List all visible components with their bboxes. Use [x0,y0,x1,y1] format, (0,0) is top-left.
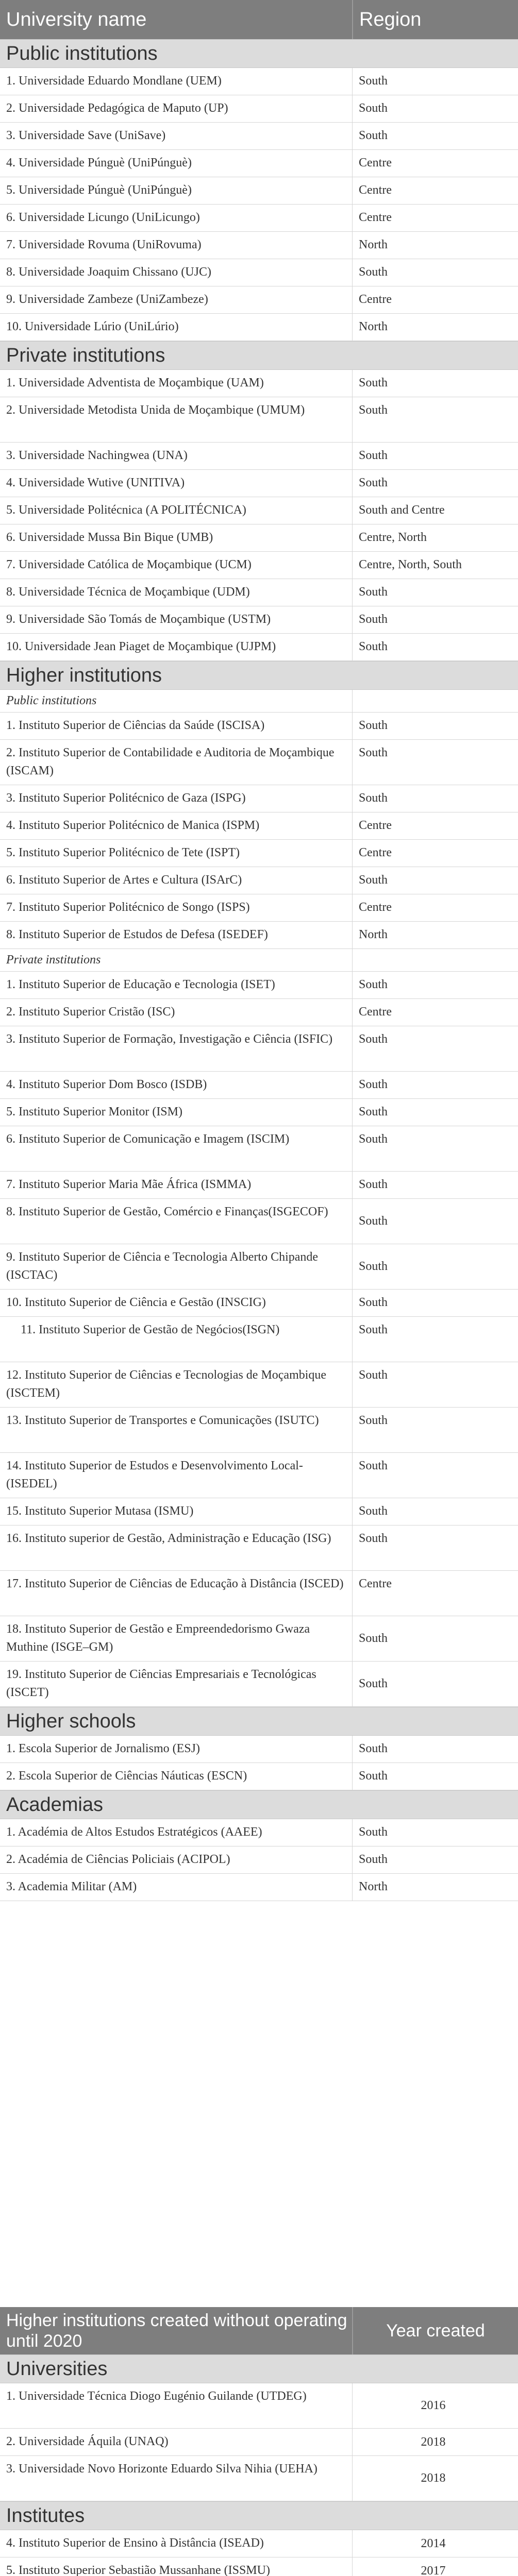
table-row: 2. Escola Superior de Ciências Náuticas (ESCN) South [0,1763,518,1790]
table-row: 5. Universidade Púnguè (UniPúnguè) Centre [0,177,518,205]
section-universities: Universities [0,2354,518,2383]
table-row: 6. Instituto Superior de Artes e Cultura (ISArC) South [0,867,518,894]
table-row: 6. Instituto Superior de Comunicação e Imagem (ISCIM) South [0,1126,518,1172]
table-row: 3. Instituto Superior Politécnico de Gaza (ISPG) South [0,785,518,812]
table-row: 3. Academia Militar (AM) North [0,1874,518,1901]
academias-list [0,1819,518,1901]
table-row: 1. Universidade Adventista de Moçambique (UAM) South [0,370,518,397]
table-row: 7. Universidade Católica de Moçambique (UCM) Centre, North, South [0,552,518,579]
table-row: 8. Instituto Superior de Estudos de Defesa (ISEDEF) North [0,922,518,949]
subsection-private-institutions: Private institutions [0,949,518,972]
table-row: 1. Escola Superior de Jornalismo (ESJ) South [0,1736,518,1763]
table-row: 2. Académia de Ciências Policiais (ACIPOL) South [0,1846,518,1874]
table-row: 18. Instituto Superior de Gestão e Empreendedorismo Gwaza Muthine (ISGE–GM) South [0,1616,518,1662]
table-row: 11. Instituto Superior de Gestão de Negócios(ISGN) South [0,1317,518,1362]
table-row: 13. Instituto Superior de Transportes e Comunicações (ISUTC) South [0,1408,518,1453]
year-created-header: Year created [352,2307,518,2354]
table-row: 4. Instituto Superior de Ensino à Distância (ISEAD) 2014 [0,2530,518,2557]
table-row: 12. Instituto Superior de Ciências e Tecnologias de Moçambique (ISCTEM) South [0,1362,518,1408]
universities-list [0,2383,518,2501]
public-institutions-list [0,68,518,341]
table-row: 9. Universidade São Tomás de Moçambique (USTM) South [0,606,518,634]
table-row: 1. Universidade Eduardo Mondlane (UEM) South [0,68,518,95]
institutes-list [0,2530,518,2576]
table-row: 10. Universidade Jean Piaget de Moçambique (UJPM) South [0,634,518,661]
table-row: 9. Instituto Superior de Ciência e Tecnologia Alberto Chipande (ISCTAC) South [0,1244,518,1290]
table-row: 2. Universidade Pedagógica de Maputo (UP) South [0,95,518,123]
table-row: 3. Universidade Nachingwea (UNA) South [0,443,518,470]
table-row: 17. Instituto Superior de Ciências de Educação à Distância (ISCED) Centre [0,1571,518,1616]
institutions-header: Higher institutions created without operating until 2020 [6,2311,347,2351]
table-row: 1. Instituto Superior de Educação e Tecnologia (ISET) South [0,972,518,999]
table-row: 3. Instituto Superior de Formação, Investigação e Ciência (ISFIC) South [0,1026,518,1072]
section-public-institutions: Public institutions [0,39,518,68]
table-row: 4. Universidade Wutive (UNITIVA) South [0,470,518,497]
table-row: 1. Académia de Altos Estudos Estratégicos (AAEE) South [0,1819,518,1846]
table-row: 5. Instituto Superior Politécnico de Tete (ISPT) Centre [0,840,518,867]
table-row: 5. Instituto Superior Monitor (ISM) South [0,1099,518,1126]
table-row: 5. Universidade Politécnica (A POLITÉCNICA) South and Centre [0,497,518,524]
subsection-public-institutions: Public institutions [0,690,518,713]
section-academias: Academias [0,1790,518,1819]
table-row: 9. Universidade Zambeze (UniZambeze) Centre [0,286,518,314]
section-institutes: Institutes [0,2501,518,2530]
table-row: 19. Instituto Superior de Ciências Empresariais e Tecnológicas (ISCET) South [0,1662,518,1707]
region-header: Region [352,0,518,39]
section-higher-institutions: Higher institutions [0,661,518,690]
table-row: 8. Universidade Joaquim Chissano (UJC) South [0,259,518,286]
table-row: 7. Universidade Rovuma (UniRovuma) North [0,232,518,259]
table-row: 1. Universidade Técnica Diogo Eugénio Guilande (UTDEG) 2016 [0,2383,518,2429]
table-row: 7. Instituto Superior Politécnico de Songo (ISPS) Centre [0,894,518,922]
table-row: 1. Instituto Superior de Ciências da Saúde (ISCISA) South [0,713,518,740]
table-row: 2. Instituto Superior Cristão (ISC) Centre [0,999,518,1026]
table-row: 2. Universidade Áquila (UNAQ) 2018 [0,2429,518,2456]
table-row: 10. Instituto Superior de Ciência e Gestão (INSCIG) South [0,1290,518,1317]
higher-public-list [0,713,518,949]
table-row: 14. Instituto Superior de Estudos e Desenvolvimento Local- (ISEDEL) South [0,1453,518,1498]
table-row: 8. Instituto Superior de Gestão, Comércio e Finanças(ISGECOF) South [0,1199,518,1244]
table-header [0,0,518,39]
table-row: 8. Universidade Técnica de Moçambique (UDM) South [0,579,518,606]
private-institutions-list [0,370,518,661]
university-name-header: University name [6,8,147,30]
higher-schools-list [0,1736,518,1790]
table-row: 4. Universidade Púnguè (UniPúnguè) Centre [0,150,518,177]
section-private-institutions: Private institutions [0,341,518,370]
table-row: 2. Instituto Superior de Contabilidade e Auditoria de Moçambique (ISCAM) South [0,740,518,785]
table-row: 4. Instituto Superior Dom Bosco (ISDB) South [0,1072,518,1099]
higher-private-list [0,972,518,1707]
table-row: 2. Universidade Metodista Unida de Moçambique (UMUM) South [0,397,518,443]
table-row: 6. Universidade Mussa Bin Bique (UMB) Centre, North [0,524,518,552]
table-row: 5. Instituto Superior Sebastião Mussanhane (ISSMU) 2017 [0,2557,518,2576]
table-row: 3. Universidade Novo Horizonte Eduardo Silva Nihia (UEHA) 2018 [0,2456,518,2501]
table-row: 10. Universidade Lúrio (UniLúrio) North [0,314,518,341]
table-header [0,2307,518,2354]
table-row: 6. Universidade Licungo (UniLicungo) Centre [0,205,518,232]
section-higher-schools: Higher schools [0,1707,518,1736]
table-row: 7. Instituto Superior Maria Mãe África (ISMMA) South [0,1172,518,1199]
table-row: 16. Instituto superior de Gestão, Administração e Educação (ISG) South [0,1526,518,1571]
table-row: 3. Universidade Save (UniSave) South [0,123,518,150]
table-row: 4. Instituto Superior Politécnico de Manica (ISPM) Centre [0,812,518,840]
table-row: 15. Instituto Superior Mutasa (ISMU) South [0,1498,518,1526]
unoperated-institutions-table [0,2307,518,2576]
